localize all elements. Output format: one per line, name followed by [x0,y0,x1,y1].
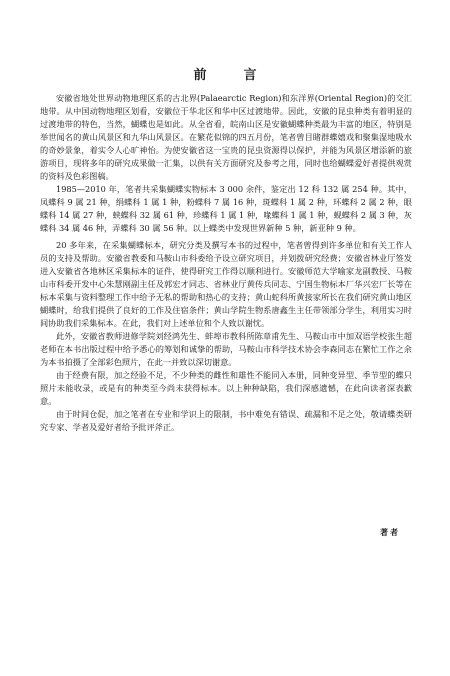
page-title: 前 言 [193,68,269,83]
author-signature: 著者 [380,528,400,537]
paragraph-4: 此外，安徽省教师进修学院刘经鸿先生、蚌埠市教科所陈章甫先生、马鞍山市中加双语学校张生超老师在本书出版过程中给予悉心的筹划和诚挚的帮助，马鞍山市科学技术协会李森同志在繁忙工作之余为本书拍摄了全部彩色照片，在此一并致以深切谢意。 [40,331,412,367]
paragraph-5: 由于经费有限，加之经验不足，不少种类的雌性和雄性不能同入本册，同种变异型、季节型的蝶只照片未能收录，或是有的种类至今尚未获得标本。以上种种缺陷，我们深感遗憾，在此向读者深表歉意。 [40,370,412,406]
paragraph-6: 由于时间仓促，加之笔者在专业和学识上的限制，书中难免有错误、疏漏和不足之处，敬请蝶类研究专家、学者及爱好者给予批评斧正。 [40,409,412,432]
paragraph-2: 1985—2010 年，笔者共采集蝴蝶实物标本 3 000 余件，鉴定出 12 科 132 属 254 种。其中，凤蝶科 9 属 21 种，绢蝶科 1 属 1 种，粉蝶科 7 属 16 种，斑蝶科 1 属 2 种，环蝶科 2 属 2 种，眼蝶科 14 属 27 种，蛱蝶科 32 属 61 种，珍蝶科 1 属 1 种，喙蝶科 1 属 1 种，蚬蝶科 2 属 3 种，灰蝶科 34 属 46 种，弄蝶科 30 属 56 种。以上蝶类中发现世界新种 5 种，新亚种 9 种。 [40,184,412,233]
paragraph-3: 20 多年来，在采集蝴蝶标本，研究分类及撰写本书的过程中，笔者曾得到许多单位和有关工作人员的支持及帮助。安徽省教委和马鞍山市科委给予设立研究项目，并划拨研究经费；安徽省林业厅签发进入安徽省各地林区采集标本的证件，使得研究工作得以顺利进行。安徽师范大学喻家龙副教授、马鞍山市科委开发中心朱慧刚副主任及郭宏才同志、省林业厅黄传兵同志、宁国生物标本厂华兴宏厂长等在标本采集与资料整理工作中给予无私的帮助和热心的支持；黄山蛇科所黄接家所长在我们研究黄山地区蝴蝶时，给我们提供了良好的工作及住宿条件；黄山学院生物系唐鑫生主任带领部分学生，利用实习时间协助我们采集标本。在此，我们对上述单位和个人致以谢忱。 [40,240,412,328]
preface-body [40,92,412,434]
paragraph-1: 安徽省地处世界动物地理区系的古北界(Palaearctic Region)和东洋界(Oriental Region)的交汇地带。从中国动物地理区划看，安徽位于华北区和华中区过渡地带。因此，安徽的昆虫种类有着明显的过渡地带的特色，当然，蝴蝶也是如此。从全省看，皖南山区是安徽蝴蝶种类最为丰富的地区，特别是举世闻名的黄山风景区和九华山风景区。在繁花似锦的四五月份，笔者曾目睹群蝶嬉戏和聚集湿地吸水的奇妙景象，着实令人心旷神怡。为使安徽省这一宝贵的昆虫资源得以保护，并能为风景区增添新的旅游项目，现将多年的研究成果做一汇集，以供有关方面研究及参考之用，同时也给蝴蝶爱好者提供观赏的资料及色彩图稿。 [40,93,412,181]
